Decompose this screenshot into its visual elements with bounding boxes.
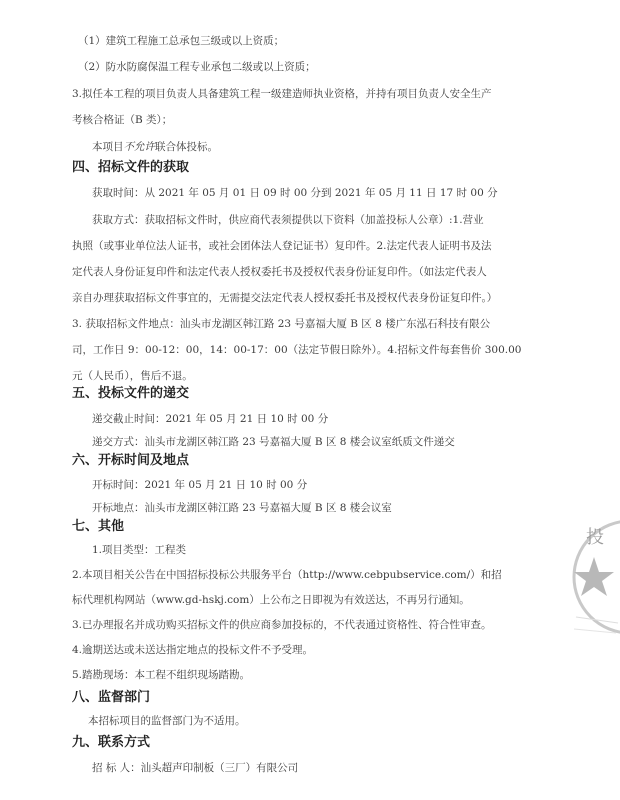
consortium-note-post: 联合体投标。 [155,141,218,153]
partial-seal-stamp [572,505,620,665]
seal-text: 投 [586,527,604,548]
section-heading-9: 九、联系方式 [72,735,151,750]
supervision-note: 本招标项目的监督部门为不适用。 [88,715,246,727]
section-heading-7: 七、其他 [72,519,125,534]
obtain-method-cont-1: 执照（或事业单位法人证书，或社会团体法人登记证书）复印件。2.法定代表人证明书及法 [72,240,492,252]
obtain-location-cont-2: 元（人民币），售后不退。 [72,370,193,382]
other-item-5: 5.踏勘现场：本工程不组织现场踏勘。 [72,669,251,681]
qualification-item-3: 3.拟任本工程的项目负责人具备建筑工程一级建造师执业资格，并持有项目负责人安全生产 [72,88,492,100]
qualification-item-1: （1）建筑工程施工总承包三级或以上资质； [78,35,285,47]
obtain-method-cont-2: 定代表人身份证复印件和法定代表人授权委托书及授权代表身份证复印件。（如法定代表人 [72,266,487,278]
other-item-4: 4.逾期送达或未送达指定地点的投标文件不予受理。 [72,644,314,656]
contact-tenderer: 招 标 人：汕头超声印制板（三厂）有限公司 [92,762,299,774]
consortium-note-pre: 本项目 [92,141,124,153]
obtain-method-cont-3: 亲自办理获取招标文件事宜的，无需提交法定代表人授权委托书及授权代表身份证复印件。） [72,292,498,304]
seal-graphic [572,505,620,665]
obtain-time: 获取时间：从 2021 年 05 月 01 日 09 时 00 分到 2021 年 05 月 11 日 17 时 00 分 [92,187,498,199]
section-heading-8: 八、监督部门 [72,690,151,705]
obtain-location-cont-1: 司，工作日 9：00-12：00，14：00-17：00（法定节假日除外）。4.招标文件每套售价 300.00 [72,344,522,356]
section-heading-6: 六、开标时间及地点 [72,453,190,468]
section-heading-4: 四、招标文件的获取 [72,160,190,175]
consortium-note-em: 不允许 [123,141,155,153]
other-item-2-cont: 标代理机构网站（www.gd-hskj.com）上公布之日即视为有效送达，不再另行通知。 [72,594,470,606]
opening-time: 开标时间：2021 年 05 月 21 日 10 时 00 分 [92,479,308,491]
qualification-item-3-cont: 考核合格证（B 类）； [72,114,173,126]
obtain-location: 3. 获取招标文件地点：汕头市龙湖区韩江路 23 号嘉福大厦 B 区 8 楼广东泓石科技有限公 [72,318,491,330]
seal-star [574,557,614,596]
other-item-3: 3.已办理报名并成功购买招标文件的供应商参加投标的，不代表通过资格性、符合性审查。 [72,619,492,631]
consortium-note [92,140,552,154]
other-item-1: 1.项目类型：工程类 [92,544,187,556]
opening-location: 开标地点：汕头市龙湖区韩江路 23 号嘉福大厦 B 区 8 楼会议室 [92,502,392,514]
submit-deadline: 递交截止时间：2021 年 05 月 21 日 10 时 00 分 [92,413,329,425]
other-item-2: 2.本项目相关公告在中国招标投标公共服务平台（http://www.cebpubservice.com/）和招 [72,569,502,581]
obtain-method: 获取方式：获取招标文件时，供应商代表须提供以下资料（加盖投标人公章）:1.营业 [92,214,484,226]
submit-method: 递交方式：汕头市龙湖区韩江路 23 号嘉福大厦 B 区 8 楼会议室纸质文件递交 [92,436,455,448]
qualification-item-2: （2）防水防腐保温工程专业承包二级或以上资质； [78,61,316,73]
section-heading-5: 五、投标文件的递交 [72,386,190,401]
